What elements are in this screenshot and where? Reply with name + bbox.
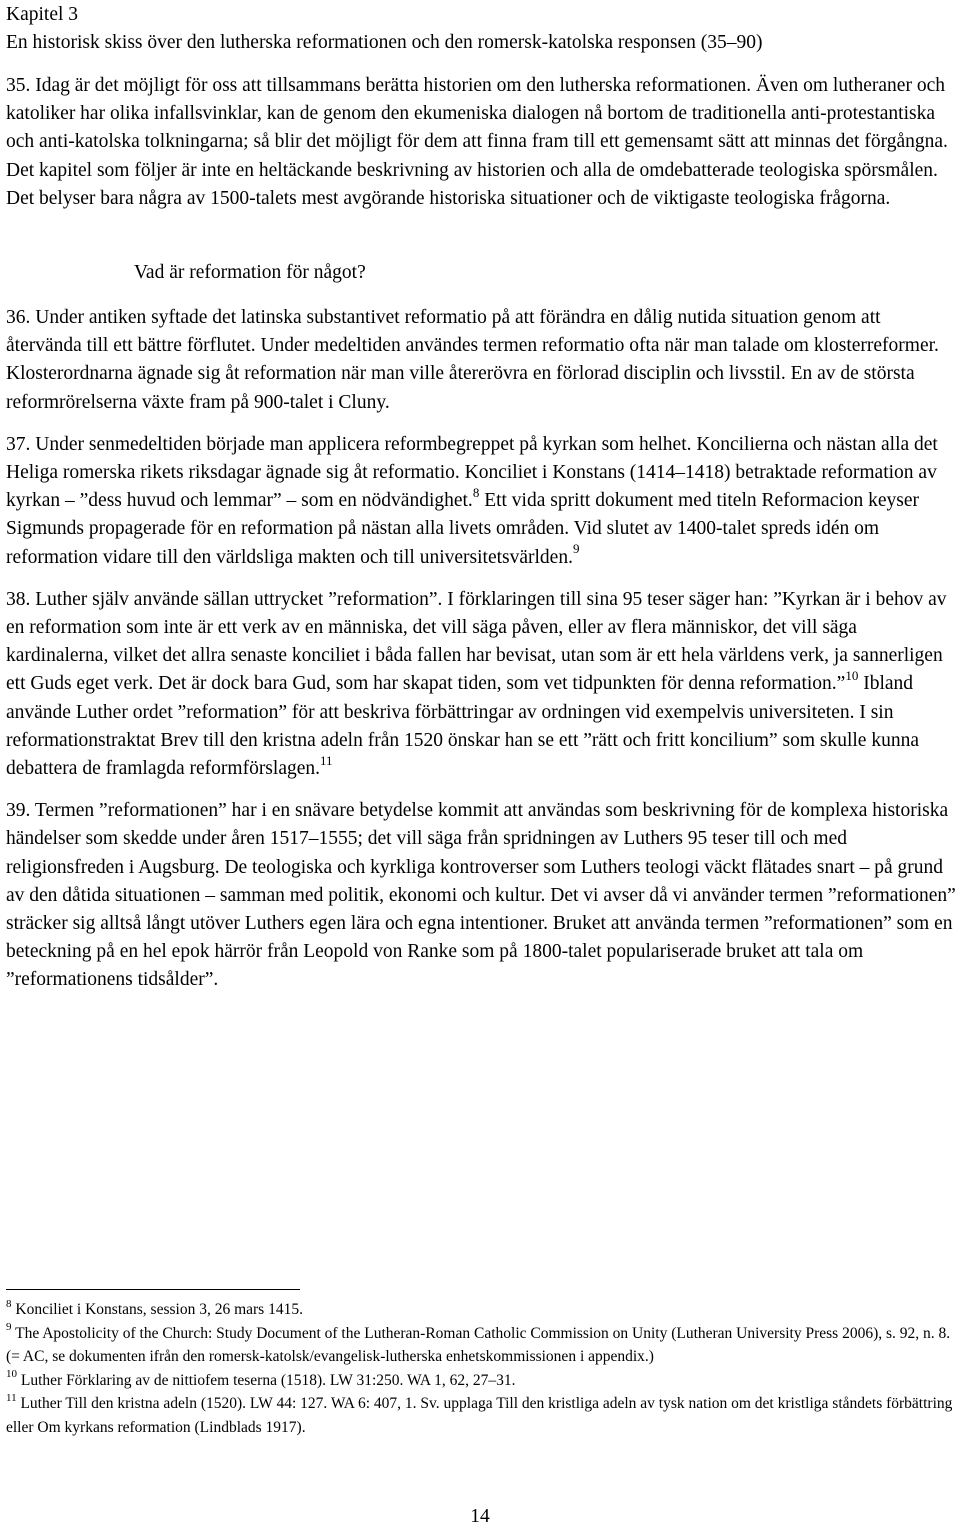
footnote-8 [6,1298,956,1322]
paragraph-38 [6,586,958,783]
footnote-ref-9[interactable]: 9 [572,541,580,557]
footnote-10 [6,1369,956,1393]
footnote-text: Luther Till den kristna adeln (1520). LW 44: 127. WA 6: 407, 1. Sv. upplaga Till den kristliga adeln av tysk nation om det kristliga ståndets förbättring eller Om kyrkans reformation (Lindblads 1917). [6,1395,953,1436]
page-number: 14 [470,1506,490,1527]
footnote-text: Luther Förklaring av de nittiofem teserna (1518). LW 31:250. WA 1, 62, 27–31. [20,1371,516,1389]
paragraph-37 [6,431,958,572]
footnote-number: 11 [6,1391,17,1404]
footnotes [6,1298,956,1439]
paragraph-37-part-2: Ett vida spritt dokument med titeln Reformacion keyser Sigmunds propagerade för en reformation på nästan alla livets områden. Vid slutet av 1400-talet spreds idén om reformation vidare till den världsliga makten och till universitetsvärlden. [6,490,920,568]
footnote-ref-11[interactable]: 11 [320,752,333,768]
footnote-11 [6,1392,956,1439]
footnote-number: 9 [6,1321,12,1334]
footnote-divider [6,1289,300,1290]
footnote-number: 10 [6,1368,17,1381]
chapter-label: Kapitel 3 [6,4,79,25]
paragraph-37-part-1: 37. Under senmedeltiden började man applicera reformbegreppet på kyrkan som helhet. Koncilierna och nästan alla det Heliga romerska rikets riksdagar ägnade sig åt reformatio. Konciliet i Konstans (1414–1418) betraktade reformation av kyrkan – ”dess huvud och lemmar” – som en nödvändighet. [6,433,938,512]
footnote-ref-10[interactable]: 10 [845,667,859,683]
footnote-text: The Apostolicity of the Church: Study Document of the Lutheran-Roman Catholic Commission on Unity (Lutheran University Press 2006), s. 92, n. 8. (= AC, se dokumenten ifrån den romersk-katolsk/evangelisk-lutherska enhetskommissionen i appendix.) [6,1324,951,1365]
paragraph-35: 35. Idag är det möjligt för oss att tillsammans berätta historien om den lutherska reformationen. Även om lutheraner och katoliker har olika infallsvinklar, kan de genom den ekumeniska dialogen nå bortom de traditionella anti-protestantiska och anti-katolska tolkningarna; så blir det möjligt för dem att finna fram till ett gemensamt sätt att minnas det förgångna. Det kapitel som följer är inte en heltäckande beskrivning av historien och alla de omdebatterade teologiska spörsmålen. Det belyser bara några av 1500-talets mest avgörande historiska situationer och de viktigaste teologiska frågorna. [6,75,948,209]
footnote-9 [6,1322,956,1369]
paragraph-38-part-2: Ibland använde Luther ordet ”reformation” för att beskriva förbättringar av ordningen vid exempelvis universiteten. I sin reformationstraktat Brev till den kristna adeln från 1520 önskar han se ett ”rätt och fritt koncilium” som skulle kunna debattera de framlagda reformförslagen. [6,673,919,780]
paragraph-36: 36. Under antiken syftade det latinska substantivet reformatio på att förändra en dålig nutida situation genom att återvända till ett bättre förflutet. Under medeltiden användes termen reformatio ofta när man talade om klosterreformer. Klosterordnarna ägnade sig åt reformation när man ville återerövra en förlorad disciplin och livsstil. En av de största reformrörelserna växte fram på 900-talet i Cluny. [6,307,939,413]
footnote-ref-8[interactable]: 8 [472,484,480,500]
chapter-title: En historisk skiss över den lutherska reformationen och den romersk-katolska responsen (35–90) [6,32,763,53]
paragraph-39: 39. Termen ”reformationen” har i en snävare betydelse kommit att användas som beskrivning för de komplexa historiska händelser som skedde under åren 1517–1555; det vill säga från spridningen av Luthers 95 teser till och med religionsfreden i Augsburg. De teologiska och kyrkliga kontroverser som Luthers teologi väckt flätades snart – på grund av den dåtida situationen – samman med politik, ekonomi och kultur. Det vi avser då vi använder termen ”reformationen” sträcker sig alltså långt utöver Luthers egen lära och egna intentioner. Bruket att använda termen ”reformationen” som en beteckning på en hel epok härrör från Leopold von Ranke som på 1800-talet populariserade bruket att tala om ”reformationens tidsålder”. [6,800,956,991]
paragraph-38-part-1: 38. Luther själv använde sällan uttrycket ”reformation”. I förklaringen till sina 95 teser säger han: ”Kyrkan är i behov av en reformation som inte är ett verk av en människa, det vill säga påven, eller av flera människor, det vill säga kardinalerna, vilket det allra senaste konciliet i båda fallen har bevisat, utan som är ett hela världens verk, ja sannerligen ett Guds eget verk. Det är dock bara Gud, som har skapat tiden, som vet tidpunkten för denna reformation.” [6,588,947,695]
document-page [6,0,958,995]
section-heading: Vad är reformation för något? [134,262,366,284]
footnote-text: Konciliet i Konstans, session 3, 26 mars 1415. [15,1301,303,1318]
footnote-number: 8 [6,1297,12,1310]
